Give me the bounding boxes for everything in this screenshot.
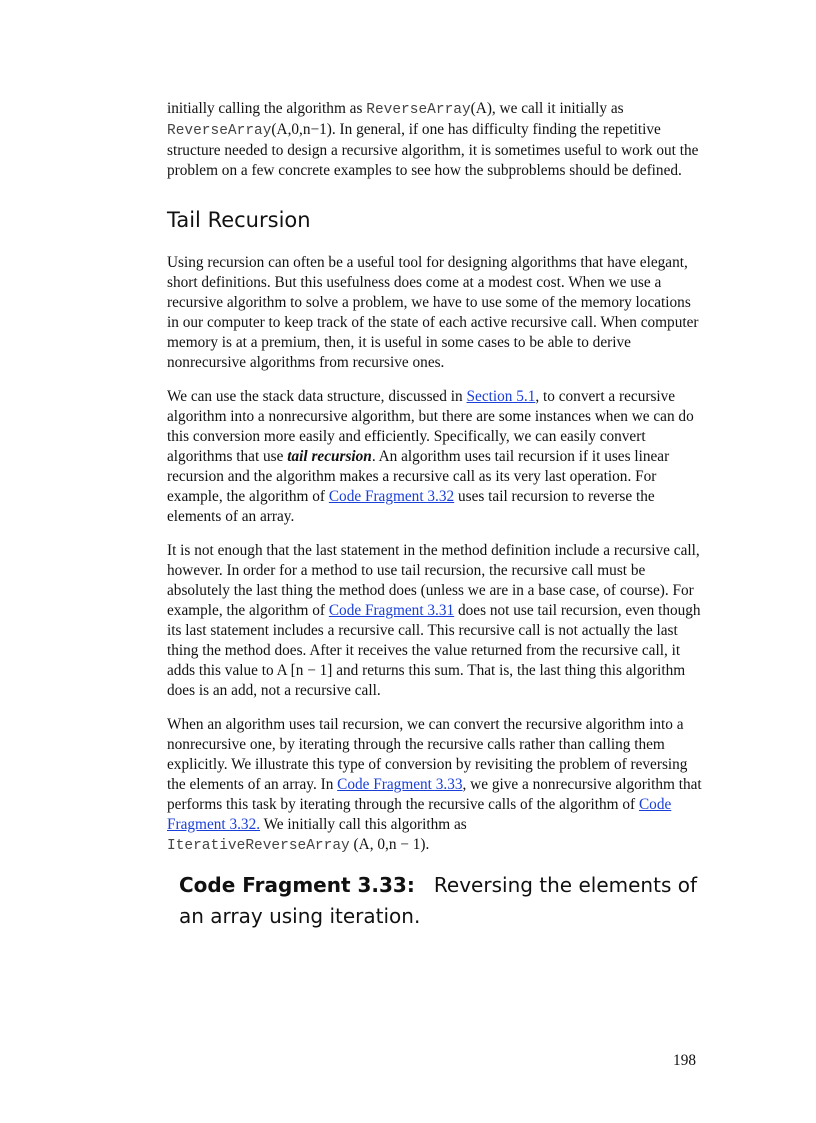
text-run: does not use tail recursion, even though its last statement includes a recursive call. This recursive call is not actually the last thing the method does. After it receives the value returned from the recursive call, it adds this value to A [n − 1] and returns this sum. That is, the last thing this algorithm does is an add, not a recursive call.: [167, 602, 701, 699]
link-code-fragment-3-32-b[interactable]: Code Fragment 3.32.: [167, 796, 672, 833]
caption-label: Code Fragment 3.33:: [179, 873, 415, 897]
link-section-5-1[interactable]: Section 5.1: [466, 388, 536, 405]
code-inline: ReverseArray: [167, 123, 272, 139]
text-run: (A), we call it initially as: [470, 100, 624, 117]
text-run: We can use the stack data structure, discussed in: [167, 388, 467, 405]
code-inline: ReverseArray: [366, 102, 471, 118]
text-run: When an algorithm uses tail recursion, we can convert the recursive algorithm into a nonrecursive one, by iterating through the recursive calls rather than calling them explicitly. We illustrate this type of conversion by revisiting the problem of reversing the elements of an array. In: [167, 716, 688, 793]
text-run: (A, 0,n − 1).: [349, 836, 430, 853]
text-run: . An algorithm uses tail recursion if it uses linear recursion and the algorithm makes a recursive call as its very last operation. For example, the algorithm of: [167, 448, 670, 505]
text-run: , to convert a recursive algorithm into a nonrecursive algorithm, but there are some instances when we can do this conversion more easily and efficiently. Specifically, we can easily convert algorithms that use: [167, 388, 694, 465]
paragraph-tail-recursion-def: [167, 387, 702, 527]
term-tail-recursion: tail recursion: [287, 448, 372, 465]
code-inline: IterativeReverseArray: [167, 838, 350, 854]
paragraph-intro: [167, 99, 702, 181]
link-code-fragment-3-33[interactable]: Code Fragment 3.33: [337, 776, 463, 793]
link-code-fragment-3-32[interactable]: Code Fragment 3.32: [328, 488, 455, 505]
paragraph-recursion-cost: Using recursion can often be a useful tool for designing algorithms that have elegant, short definitions. But this usefulness does come at a modest cost. When we use a recursive algorithm to solve a problem, we have to use some of the memory locations in our computer to keep track of the state of each active recursive call. When computer memory is at a premium, then, it is useful in some cases to be able to derive nonrecursive algorithms from recursive ones.: [167, 254, 699, 371]
code-fragment-caption: [179, 870, 699, 932]
page-number: 198: [673, 1052, 696, 1069]
link-code-fragment-3-31[interactable]: Code Fragment 3.31: [328, 602, 455, 619]
text-run: We initially call this algorithm as: [260, 816, 467, 833]
text-run: uses tail recursion to reverse the elements of an array.: [167, 488, 655, 525]
text-run: initially calling the algorithm as: [167, 100, 367, 117]
section-heading: Tail Recursion: [167, 208, 311, 232]
caption-text: Reversing the elements of an array using iteration.: [179, 873, 697, 928]
text-run: It is not enough that the last statement in the method definition include a recursive call, however. In order for a method to use tail recursion, the recursive call must be absolutely the last thing the method does (unless we are in a base case, of course). For example, the algorithm of: [167, 542, 700, 619]
paragraph-not-enough: [167, 541, 702, 701]
page-content: [167, 99, 702, 932]
text-run: (A,0,n−1). In general, if one has difficulty finding the repetitive structure needed to design a recursive algorithm, it is sometimes useful to work out the problem on a few concrete examples to see how the subproblems should be defined.: [167, 121, 699, 179]
text-run: , we give a nonrecursive algorithm that performs this task by iterating through the recursive calls of the algorithm of: [167, 776, 702, 813]
paragraph-convert: [167, 715, 702, 856]
